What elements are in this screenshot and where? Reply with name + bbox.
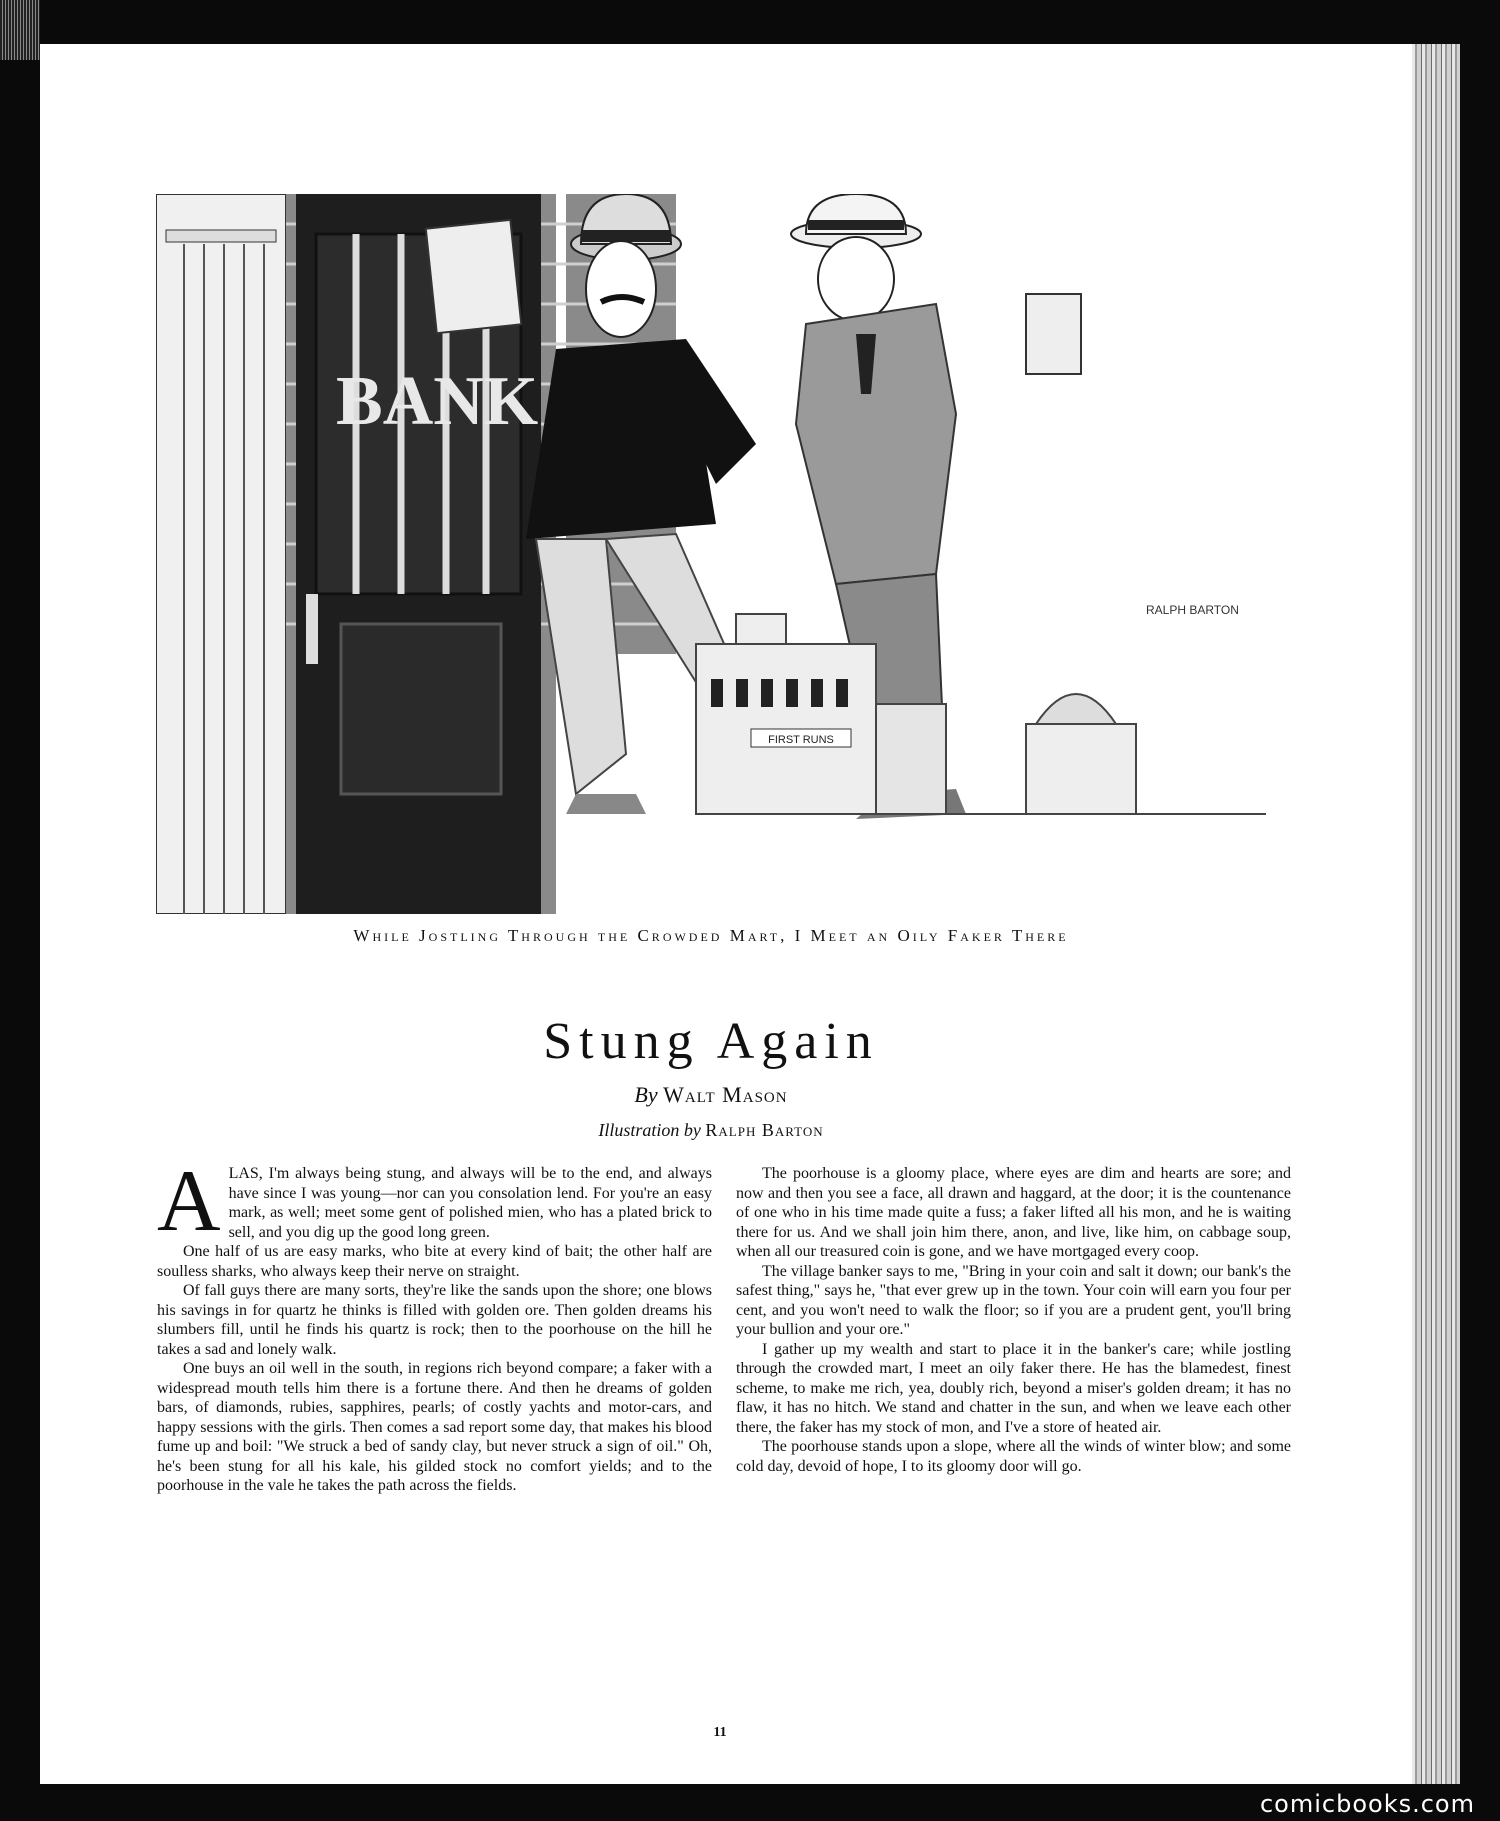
byline-label: By <box>634 1082 658 1107</box>
paragraph: Of fall guys there are many sorts, they're like the sands upon the shore; one blows his savings in for quartz he thinks is filled with golden ore. Then golden dreams his slumbers fill, until he finds his quartz is rock; then to the poorhouse on the hill he takes a sad and lonely walk. <box>157 1282 712 1358</box>
article-title: Stung Again <box>543 1013 879 1070</box>
store-sign-text: FIRST RUNS <box>768 734 834 746</box>
illustration-credit <box>156 1120 1266 1141</box>
source-watermark: comicbooks.com <box>1259 1790 1475 1818</box>
town-buildings <box>696 614 1266 814</box>
author-name: Walt Mason <box>663 1082 788 1107</box>
paragraph <box>157 1153 712 1250</box>
left-page-edge <box>0 0 40 60</box>
paragraph-text: LAS, I'm always being stung, and always will be to the end, and always have since I was young—nor can you consolation lend. For you're an easy mark, as well; meet some gent of polished mien, who has a plated brick to sell, and you dig up the good long green. <box>228 1165 712 1241</box>
artist-signature: RALPH BARTON <box>1146 603 1239 617</box>
paragraph: One buys an oil well in the south, in regions rich beyond compare; a faker with a widespread mouth tells him there is a fortune there. And then he dreams of golden bars, of diamonds, rubies, sapphires, pearls; of costly yachts and motor-cars, and happy sessions with the girls. Then comes a sad report some day, that makes his blood fume up and boil: "We struck a bed of sandy clay, but never struck a sign of oil." Oh, he's been stung for all his kale, his gilded stock no comfort yields; and to the poorhouse in the vale he takes the path across the fields. <box>157 1360 712 1494</box>
book-spine <box>1412 44 1460 1784</box>
illustration-credit-label: Illustration by <box>598 1120 701 1140</box>
paragraph: The poorhouse is a gloomy place, where eyes are dim and hearts are sore; and now and then you see a face, all drawn and haggard, at the door; it is the countenance of one who in his time made quite a fuss; a faker lifted all his mon, and he is waiting there for us. And we shall join him there, anon, and live, like him, on cabbage soup, when all our treasured coin is gone, and we have mortgaged every coop. <box>736 1165 1291 1260</box>
cartoon-illustration <box>156 194 1266 914</box>
cartoon-drawing <box>156 194 1266 914</box>
illustration-caption: While Jostling Through the Crowded Mart, I Meet an Oily Faker There <box>353 926 1069 945</box>
paragraph: The village banker says to me, "Bring in your coin and salt it down; our bank's the safest thing," says he, "that ever grew up in the town. Your coin will earn you four per cent, and you won't need to walk the floor; so if you are a prudent gent, you'll bring your bullion and your ore." <box>736 1262 1291 1338</box>
drop-cap: A <box>157 1153 221 1250</box>
right-text-column <box>736 1164 1291 1476</box>
paragraph: One half of us are easy marks, who bite at every kind of bait; the other half are soulless sharks, who always keep their nerve on straight. <box>157 1243 712 1280</box>
author-byline <box>156 1082 1266 1108</box>
page-number: 11 <box>713 1725 727 1740</box>
bank-sign-text: BANK <box>336 363 539 440</box>
stone-column <box>156 194 286 914</box>
paragraph: The poorhouse stands upon a slope, where all the winds of winter blow; and some cold day, devoid of hope, I to its gloomy door will go. <box>736 1438 1291 1475</box>
illustrator-name: Ralph Barton <box>705 1120 824 1140</box>
left-text-column <box>157 1153 712 1496</box>
paragraph: I gather up my wealth and start to place it in the banker's care; while jostling through the crowded mart, I meet an oily faker there. He has the blamedest, finest scheme, to make me rich, yea, doubly rich, beyond a miser's golden dream; it has no flaw, it has no hitch. We stand and chatter in the sun, and when we leave each other there, the faker has my stock of mon, and I've a store of heated air. <box>736 1340 1291 1436</box>
